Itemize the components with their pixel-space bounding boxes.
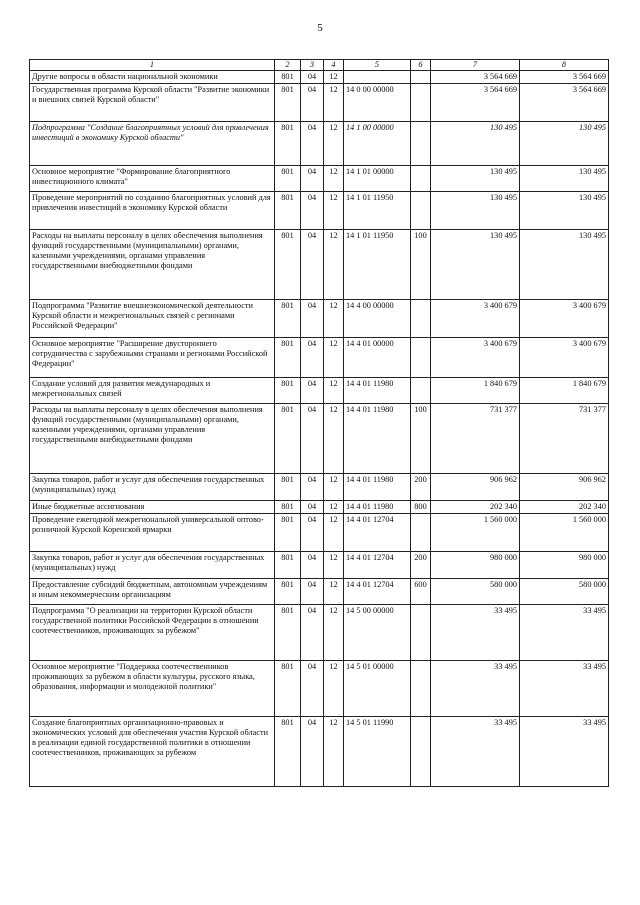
table-header-row: [30, 60, 609, 71]
cell-grbs: 801: [275, 121, 301, 165]
cell-name: Закупка товаров, работ и услуг для обеспечения государственных (муниципальных) нужд: [30, 473, 275, 500]
cell-grbs: 801: [275, 716, 301, 786]
cell-section: 04: [301, 229, 324, 299]
cell-subsection: 12: [324, 604, 344, 660]
column-header: 1: [30, 60, 275, 71]
cell-grbs: 801: [275, 70, 301, 83]
cell-amount-2: 33 495: [520, 716, 609, 786]
cell-name: Основное мероприятие "Поддержка соотечественников проживающих за рубежом в области культуры, русского языка, образования, информации и молодежной политики": [30, 660, 275, 716]
cell-grbs: 801: [275, 513, 301, 551]
cell-target-article: 14 5 01 00000: [344, 660, 411, 716]
cell-subsection: 12: [324, 500, 344, 513]
column-header: 2: [275, 60, 301, 71]
cell-grbs: 801: [275, 299, 301, 337]
cell-grbs: 801: [275, 551, 301, 578]
budget-table: [29, 59, 609, 787]
cell-name: Создание условий для развития международных и межрегиональных связей: [30, 377, 275, 403]
cell-amount-1: 130 495: [431, 191, 520, 229]
cell-expense-type: [411, 716, 431, 786]
table-row: [30, 604, 609, 660]
table-row: [30, 473, 609, 500]
cell-target-article: 14 4 01 11980: [344, 377, 411, 403]
cell-target-article: 14 4 01 11980: [344, 403, 411, 473]
cell-subsection: 12: [324, 337, 344, 377]
cell-expense-type: [411, 604, 431, 660]
cell-name: Проведение ежегодной межрегиональной универсальной оптово-розничной Курской Коренской ярмарки: [30, 513, 275, 551]
cell-section: 04: [301, 551, 324, 578]
page-number: 5: [317, 22, 323, 34]
table-row: [30, 716, 609, 786]
cell-name: Иные бюджетные ассигнования: [30, 500, 275, 513]
cell-target-article: 14 4 01 11980: [344, 500, 411, 513]
table-row: [30, 551, 609, 578]
cell-subsection: 12: [324, 377, 344, 403]
cell-target-article: 14 4 01 00000: [344, 337, 411, 377]
cell-section: 04: [301, 403, 324, 473]
table-row: [30, 191, 609, 229]
cell-grbs: 801: [275, 500, 301, 513]
cell-expense-type: 200: [411, 473, 431, 500]
cell-amount-1: 1 560 000: [431, 513, 520, 551]
cell-amount-1: 1 840 679: [431, 377, 520, 403]
cell-target-article: 14 4 01 11980: [344, 473, 411, 500]
cell-section: 04: [301, 191, 324, 229]
cell-expense-type: [411, 191, 431, 229]
cell-subsection: 12: [324, 229, 344, 299]
cell-grbs: 801: [275, 165, 301, 191]
cell-section: 04: [301, 299, 324, 337]
column-header: 4: [324, 60, 344, 71]
cell-subsection: 12: [324, 660, 344, 716]
cell-amount-2: 3 564 669: [520, 83, 609, 121]
cell-section: 04: [301, 473, 324, 500]
cell-amount-2: 580 000: [520, 578, 609, 604]
cell-amount-2: 130 495: [520, 229, 609, 299]
cell-section: 04: [301, 83, 324, 121]
cell-amount-1: 3 400 679: [431, 299, 520, 337]
cell-amount-1: 3 564 669: [431, 83, 520, 121]
cell-grbs: 801: [275, 578, 301, 604]
cell-amount-1: 33 495: [431, 660, 520, 716]
cell-amount-2: 3 400 679: [520, 299, 609, 337]
cell-subsection: 12: [324, 70, 344, 83]
cell-expense-type: [411, 377, 431, 403]
cell-section: 04: [301, 337, 324, 377]
cell-subsection: 12: [324, 121, 344, 165]
cell-target-article: 14 1 01 11950: [344, 191, 411, 229]
cell-expense-type: 100: [411, 403, 431, 473]
cell-grbs: 801: [275, 83, 301, 121]
cell-grbs: 801: [275, 229, 301, 299]
cell-subsection: 12: [324, 578, 344, 604]
cell-section: 04: [301, 578, 324, 604]
table-row: [30, 70, 609, 83]
cell-name: Создание благоприятных организационно-правовых и экономических условий для обеспечения участия Курской области в реализации единой государственной политики в отношении соотечественников, проживающих за рубежом: [30, 716, 275, 786]
cell-target-article: 14 0 00 00000: [344, 83, 411, 121]
cell-expense-type: [411, 83, 431, 121]
cell-amount-1: 3 400 679: [431, 337, 520, 377]
cell-target-article: 14 1 01 11950: [344, 229, 411, 299]
cell-expense-type: 800: [411, 500, 431, 513]
cell-subsection: 12: [324, 83, 344, 121]
column-header: 3: [301, 60, 324, 71]
cell-subsection: 12: [324, 299, 344, 337]
cell-amount-1: 980 000: [431, 551, 520, 578]
cell-section: 04: [301, 165, 324, 191]
cell-section: 04: [301, 716, 324, 786]
cell-amount-1: 202 340: [431, 500, 520, 513]
table-row: [30, 403, 609, 473]
cell-section: 04: [301, 70, 324, 83]
table-row: [30, 299, 609, 337]
cell-name: Предоставление субсидий бюджетным, автономным учреждениям и иным некоммерческим организациям: [30, 578, 275, 604]
column-header: 5: [344, 60, 411, 71]
cell-subsection: 12: [324, 403, 344, 473]
cell-section: 04: [301, 500, 324, 513]
cell-target-article: 14 5 01 11990: [344, 716, 411, 786]
cell-subsection: 12: [324, 513, 344, 551]
cell-grbs: 801: [275, 377, 301, 403]
cell-amount-2: 731 377: [520, 403, 609, 473]
cell-expense-type: [411, 337, 431, 377]
cell-expense-type: 600: [411, 578, 431, 604]
cell-subsection: 12: [324, 716, 344, 786]
cell-section: 04: [301, 660, 324, 716]
table-row: [30, 578, 609, 604]
cell-target-article: 14 1 01 00000: [344, 165, 411, 191]
cell-expense-type: [411, 660, 431, 716]
cell-expense-type: [411, 513, 431, 551]
table-body: [30, 70, 609, 786]
cell-target-article: 14 4 01 12704: [344, 513, 411, 551]
cell-amount-2: 1 840 679: [520, 377, 609, 403]
column-header: 6: [411, 60, 431, 71]
cell-amount-2: 1 560 000: [520, 513, 609, 551]
cell-subsection: 12: [324, 165, 344, 191]
cell-target-article: 14 5 00 00000: [344, 604, 411, 660]
cell-amount-1: 130 495: [431, 121, 520, 165]
cell-subsection: 12: [324, 473, 344, 500]
cell-amount-2: 130 495: [520, 191, 609, 229]
cell-section: 04: [301, 121, 324, 165]
cell-amount-1: 3 564 669: [431, 70, 520, 83]
table-row: [30, 513, 609, 551]
cell-name: Закупка товаров, работ и услуг для обеспечения государственных (муниципальных) нужд: [30, 551, 275, 578]
cell-name: Проведение мероприятий по созданию благоприятных условий для привлечения инвестиций в экономику Курской области: [30, 191, 275, 229]
cell-amount-2: 980 000: [520, 551, 609, 578]
cell-name: Основное мероприятие "Формирование благоприятного инвестиционного климата": [30, 165, 275, 191]
cell-expense-type: [411, 299, 431, 337]
table-row: [30, 121, 609, 165]
cell-name: Подпрограмма "О реализации на территории Курской области государственной политики Российской Федерации в отношении соотечественников, проживающих за рубежом": [30, 604, 275, 660]
cell-name: Подпрограмма "Развитие внешнеэкономической деятельности Курской области и межрегиональных связей с регионами Российской Федерации": [30, 299, 275, 337]
cell-expense-type: [411, 70, 431, 83]
cell-expense-type: [411, 165, 431, 191]
table-row: [30, 500, 609, 513]
cell-grbs: 801: [275, 337, 301, 377]
table-row: [30, 337, 609, 377]
cell-grbs: 801: [275, 191, 301, 229]
cell-amount-2: 3 564 669: [520, 70, 609, 83]
cell-name: Другие вопросы в области национальной экономики: [30, 70, 275, 83]
cell-grbs: 801: [275, 403, 301, 473]
cell-target-article: 14 4 01 12704: [344, 578, 411, 604]
table-row: [30, 83, 609, 121]
cell-amount-2: 33 495: [520, 660, 609, 716]
cell-subsection: 12: [324, 551, 344, 578]
cell-amount-2: 130 495: [520, 165, 609, 191]
cell-section: 04: [301, 604, 324, 660]
table-row: [30, 229, 609, 299]
cell-name: Расходы на выплаты персоналу в целях обеспечения выполнения функций государственными (муниципальными) органами, казенными учреждениями, органами управления государственными внебюджетными фондами: [30, 229, 275, 299]
cell-amount-2: 3 400 679: [520, 337, 609, 377]
cell-amount-2: 906 962: [520, 473, 609, 500]
cell-name: Подпрограмма "Создание благоприятных условий для привлечения инвестиций в экономику Курской области": [30, 121, 275, 165]
cell-target-article: [344, 70, 411, 83]
cell-subsection: 12: [324, 191, 344, 229]
cell-name: Расходы на выплаты персоналу в целях обеспечения выполнения функций государственными (муниципальными) органами, казенными учреждениями, органами управления государственными внебюджетными фондами: [30, 403, 275, 473]
cell-grbs: 801: [275, 604, 301, 660]
cell-expense-type: [411, 121, 431, 165]
cell-expense-type: 200: [411, 551, 431, 578]
cell-grbs: 801: [275, 473, 301, 500]
cell-amount-2: 130 495: [520, 121, 609, 165]
cell-amount-1: 33 495: [431, 604, 520, 660]
column-header: 8: [520, 60, 609, 71]
cell-name: Основное мероприятие "Расширение двустороннего сотрудничества с зарубежными странами и регионами Российской Федерации": [30, 337, 275, 377]
table-row: [30, 377, 609, 403]
cell-amount-2: 33 495: [520, 604, 609, 660]
column-header: 7: [431, 60, 520, 71]
cell-target-article: 14 1 00 00000: [344, 121, 411, 165]
cell-target-article: 14 4 00 00000: [344, 299, 411, 337]
table-row: [30, 165, 609, 191]
cell-amount-1: 580 000: [431, 578, 520, 604]
cell-amount-1: 906 962: [431, 473, 520, 500]
cell-amount-2: 202 340: [520, 500, 609, 513]
cell-target-article: 14 4 01 12704: [344, 551, 411, 578]
cell-amount-1: 130 495: [431, 165, 520, 191]
cell-amount-1: 33 495: [431, 716, 520, 786]
cell-amount-1: 731 377: [431, 403, 520, 473]
cell-name: Государственная программа Курской области "Развитие экономики и внешних связей Курской области": [30, 83, 275, 121]
cell-amount-1: 130 495: [431, 229, 520, 299]
table-row: [30, 660, 609, 716]
cell-expense-type: 100: [411, 229, 431, 299]
cell-section: 04: [301, 377, 324, 403]
cell-section: 04: [301, 513, 324, 551]
cell-grbs: 801: [275, 660, 301, 716]
